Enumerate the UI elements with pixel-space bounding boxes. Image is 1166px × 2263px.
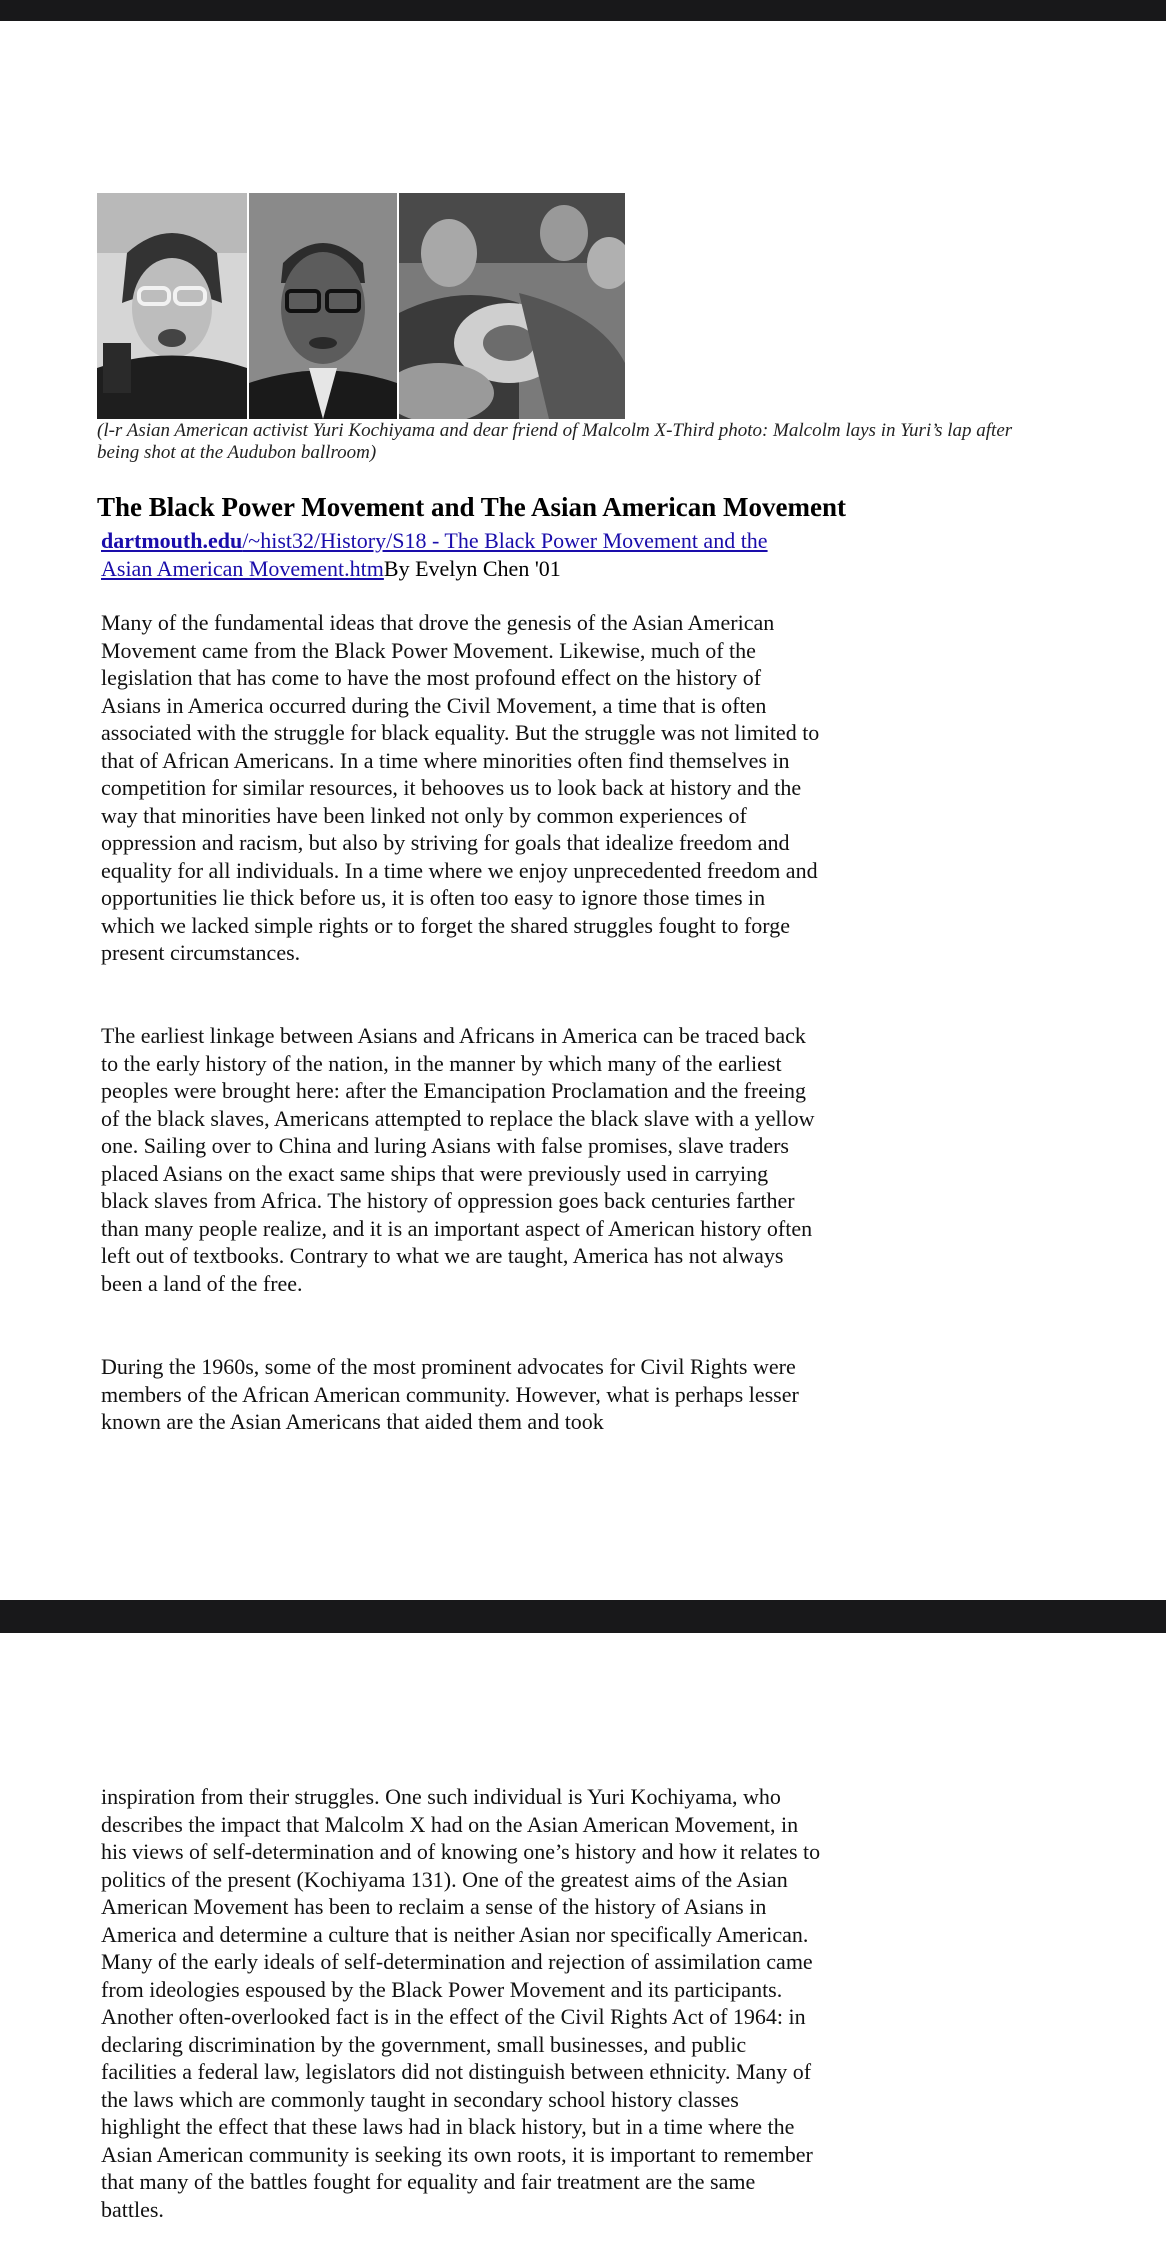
source-link-path[interactable]: /~hist32/History/S18 - The Black Power Movement and the Asian American Movement.htm bbox=[101, 528, 768, 581]
source-line bbox=[101, 527, 821, 583]
article-paragraph: inspiration from their struggles. One such individual is Yuri Kochiyama, who describes the impact that Malcolm X had on the Asian American Movement, in his views of self-determination and of knowing one’s history and how it relates to politics of the present (Kochiyama 131). One of the greatest aims of the Asian American Movement has been to reclaim a sense of the history of Asians in America and determine a culture that is neither Asian nor specifically American. Many of the early ideals of self-determination and rejection of assimilation came from ideologies espoused by the Black Power Movement and its participants. Another often-overlooked fact is in the effect of the Civil Rights Act of 1964: in declaring discrimination by the government, small businesses, and public facilities a federal law, legislators did not distinguish between ethnicity. Many of the laws which are commonly taught in secondary school history classes highlight the effect that these laws had in black history, but in a time where the Asian American community is seeking its own roots, it is important to remember that many of the battles fought for equality and fair treatment are the same battles. bbox=[101, 1784, 821, 2222]
audubon-ballroom-photo bbox=[399, 193, 625, 419]
byline: By Evelyn Chen '01 bbox=[383, 556, 561, 581]
photo-strip bbox=[97, 193, 625, 419]
photo-caption: (l-r Asian American activist Yuri Kochiyama and dear friend of Malcolm X-Third photo: Malcolm lays in Yuri’s lap after being shot at the Audubon ballroom) bbox=[97, 420, 1013, 463]
yuri-kochiyama-photo bbox=[97, 193, 247, 419]
page-break-bar bbox=[0, 1600, 1166, 1633]
article-paragraph: During the 1960s, some of the most prominent advocates for Civil Rights were members of the African American community. However, what is perhaps lesser known are the Asian Americans that aided them and took bbox=[101, 1354, 799, 1434]
malcolm-x-photo bbox=[249, 193, 397, 419]
page-top-bar bbox=[0, 0, 1166, 21]
source-link-domain[interactable]: dartmouth.edu bbox=[101, 528, 243, 553]
article-title: The Black Power Movement and The Asian American Movement bbox=[97, 492, 846, 522]
article-paragraph: The earliest linkage between Asians and Africans in America can be traced back to the early history of the nation, in the manner by which many of the earliest peoples were brought here: after the Emancipation Proclamation and the freeing of the black slaves, Americans attempted to replace the black slave with a yellow one. Sailing over to China and luring Asians with false promises, slave traders placed Asians on the exact same ships that were previously used in carrying black slaves from Africa. The history of oppression goes back centuries farther than many people realize, and it is an important aspect of American history often left out of textbooks. Contrary to what we are taught, America has not always been a land of the free. bbox=[101, 1023, 815, 1296]
article-paragraph: Many of the fundamental ideas that drove the genesis of the Asian American Movement came from the Black Power Movement. Likewise, much of the legislation that has come to have the most profound effect on the history of Asians in America occurred during the Civil Movement, a time that is often associated with the struggle for black equality. But the struggle was not limited to that of African Americans. In a time where minorities often find themselves in competition for similar resources, it behooves us to look back at history and the way that minorities have been linked not only by common experiences of oppression and racism, but also by striving for goals that idealize freedom and equality for all individuals. In a time where we enjoy unprecedented freedom and opportunities lie thick before us, it is often too easy to ignore those times in which we lacked simple rights or to forget the shared struggles fought to forge present circumstances. bbox=[101, 610, 820, 965]
